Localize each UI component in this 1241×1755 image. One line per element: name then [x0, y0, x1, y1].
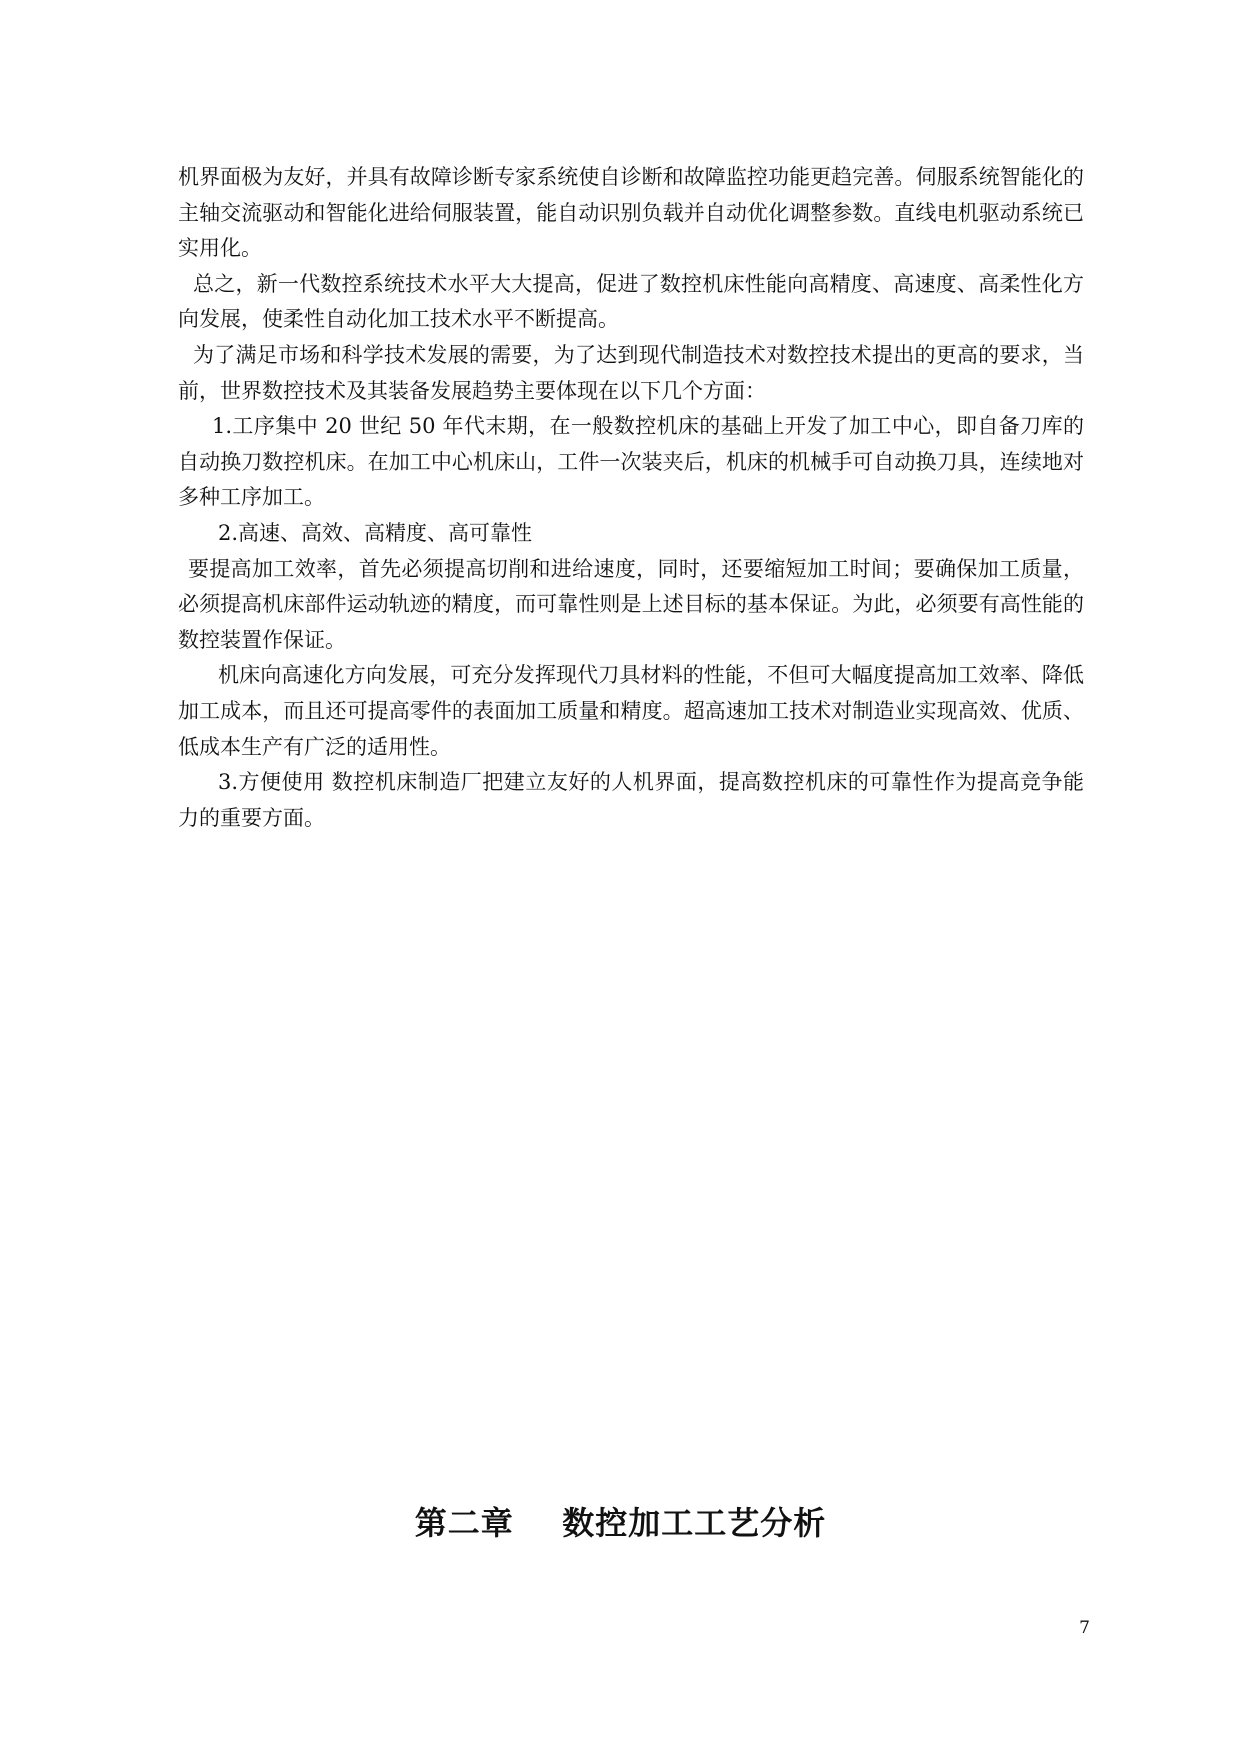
paragraph-efficiency: 要提高加工效率，首先必须提高切削和进给速度，同时，还要缩短加工时间；要确保加工质量，必须提高机床部件运动轨迹的精度，而可靠性则是上述目标的基本保证。为此，必须要有高性能的数控装置作保证。 — [178, 556, 1084, 652]
body-text — [178, 160, 1084, 836]
paragraph-process-concentration: 1.工序集中 20 世纪 50 年代末期，在一般数控机床的基础上开发了加工中心，即自备刀库的自动换刀数控机床。在加工中心机床山，工件一次装夹后，机床的机械手可自动换刀具，连续地对多种工序加工。 — [178, 414, 1084, 510]
paragraph-ease-of-use: 3.方便使用 数控机床制造厂把建立友好的人机界面，提高数控机床的可靠性作为提高竞争能力的重要方面。 — [178, 770, 1084, 830]
paragraph-summary: 总之，新一代数控系统技术水平大大提高，促进了数控机床性能向高精度、高速度、高柔性化方向发展，使柔性自动化加工技术水平不断提高。 — [178, 271, 1084, 332]
paragraph-high-speed-machining: 机床向高速化方向发展，可充分发挥现代刀具材料的性能，不但可大幅度提高加工效率、降低加工成本，而且还可提高零件的表面加工质量和精度。超高速加工技术对制造业实现高效、优质、低成本生产有广泛的适用性。 — [178, 663, 1084, 759]
paragraph-high-speed-heading: 2.高速、高效、高精度、高可靠性 — [218, 520, 533, 545]
paragraph-trends-intro: 为了满足市场和科学技术发展的需要，为了达到现代制造技术对数控技术提出的更高的要求，当前，世界数控技术及其装备发展趋势主要体现在以下几个方面： — [178, 342, 1084, 403]
paragraph-hmi-servo: 机界面极为友好，并具有故障诊断专家系统使自诊断和故障监控功能更趋完善。伺服系统智能化的主轴交流驱动和智能化进给伺服装置，能自动识别负载并自动优化调整参数。直线电机驱动系统已实用化。 — [178, 165, 1084, 261]
chapter-title: 第二章 数控加工工艺分析 — [414, 1504, 827, 1542]
page-number: 7 — [1079, 1618, 1090, 1638]
